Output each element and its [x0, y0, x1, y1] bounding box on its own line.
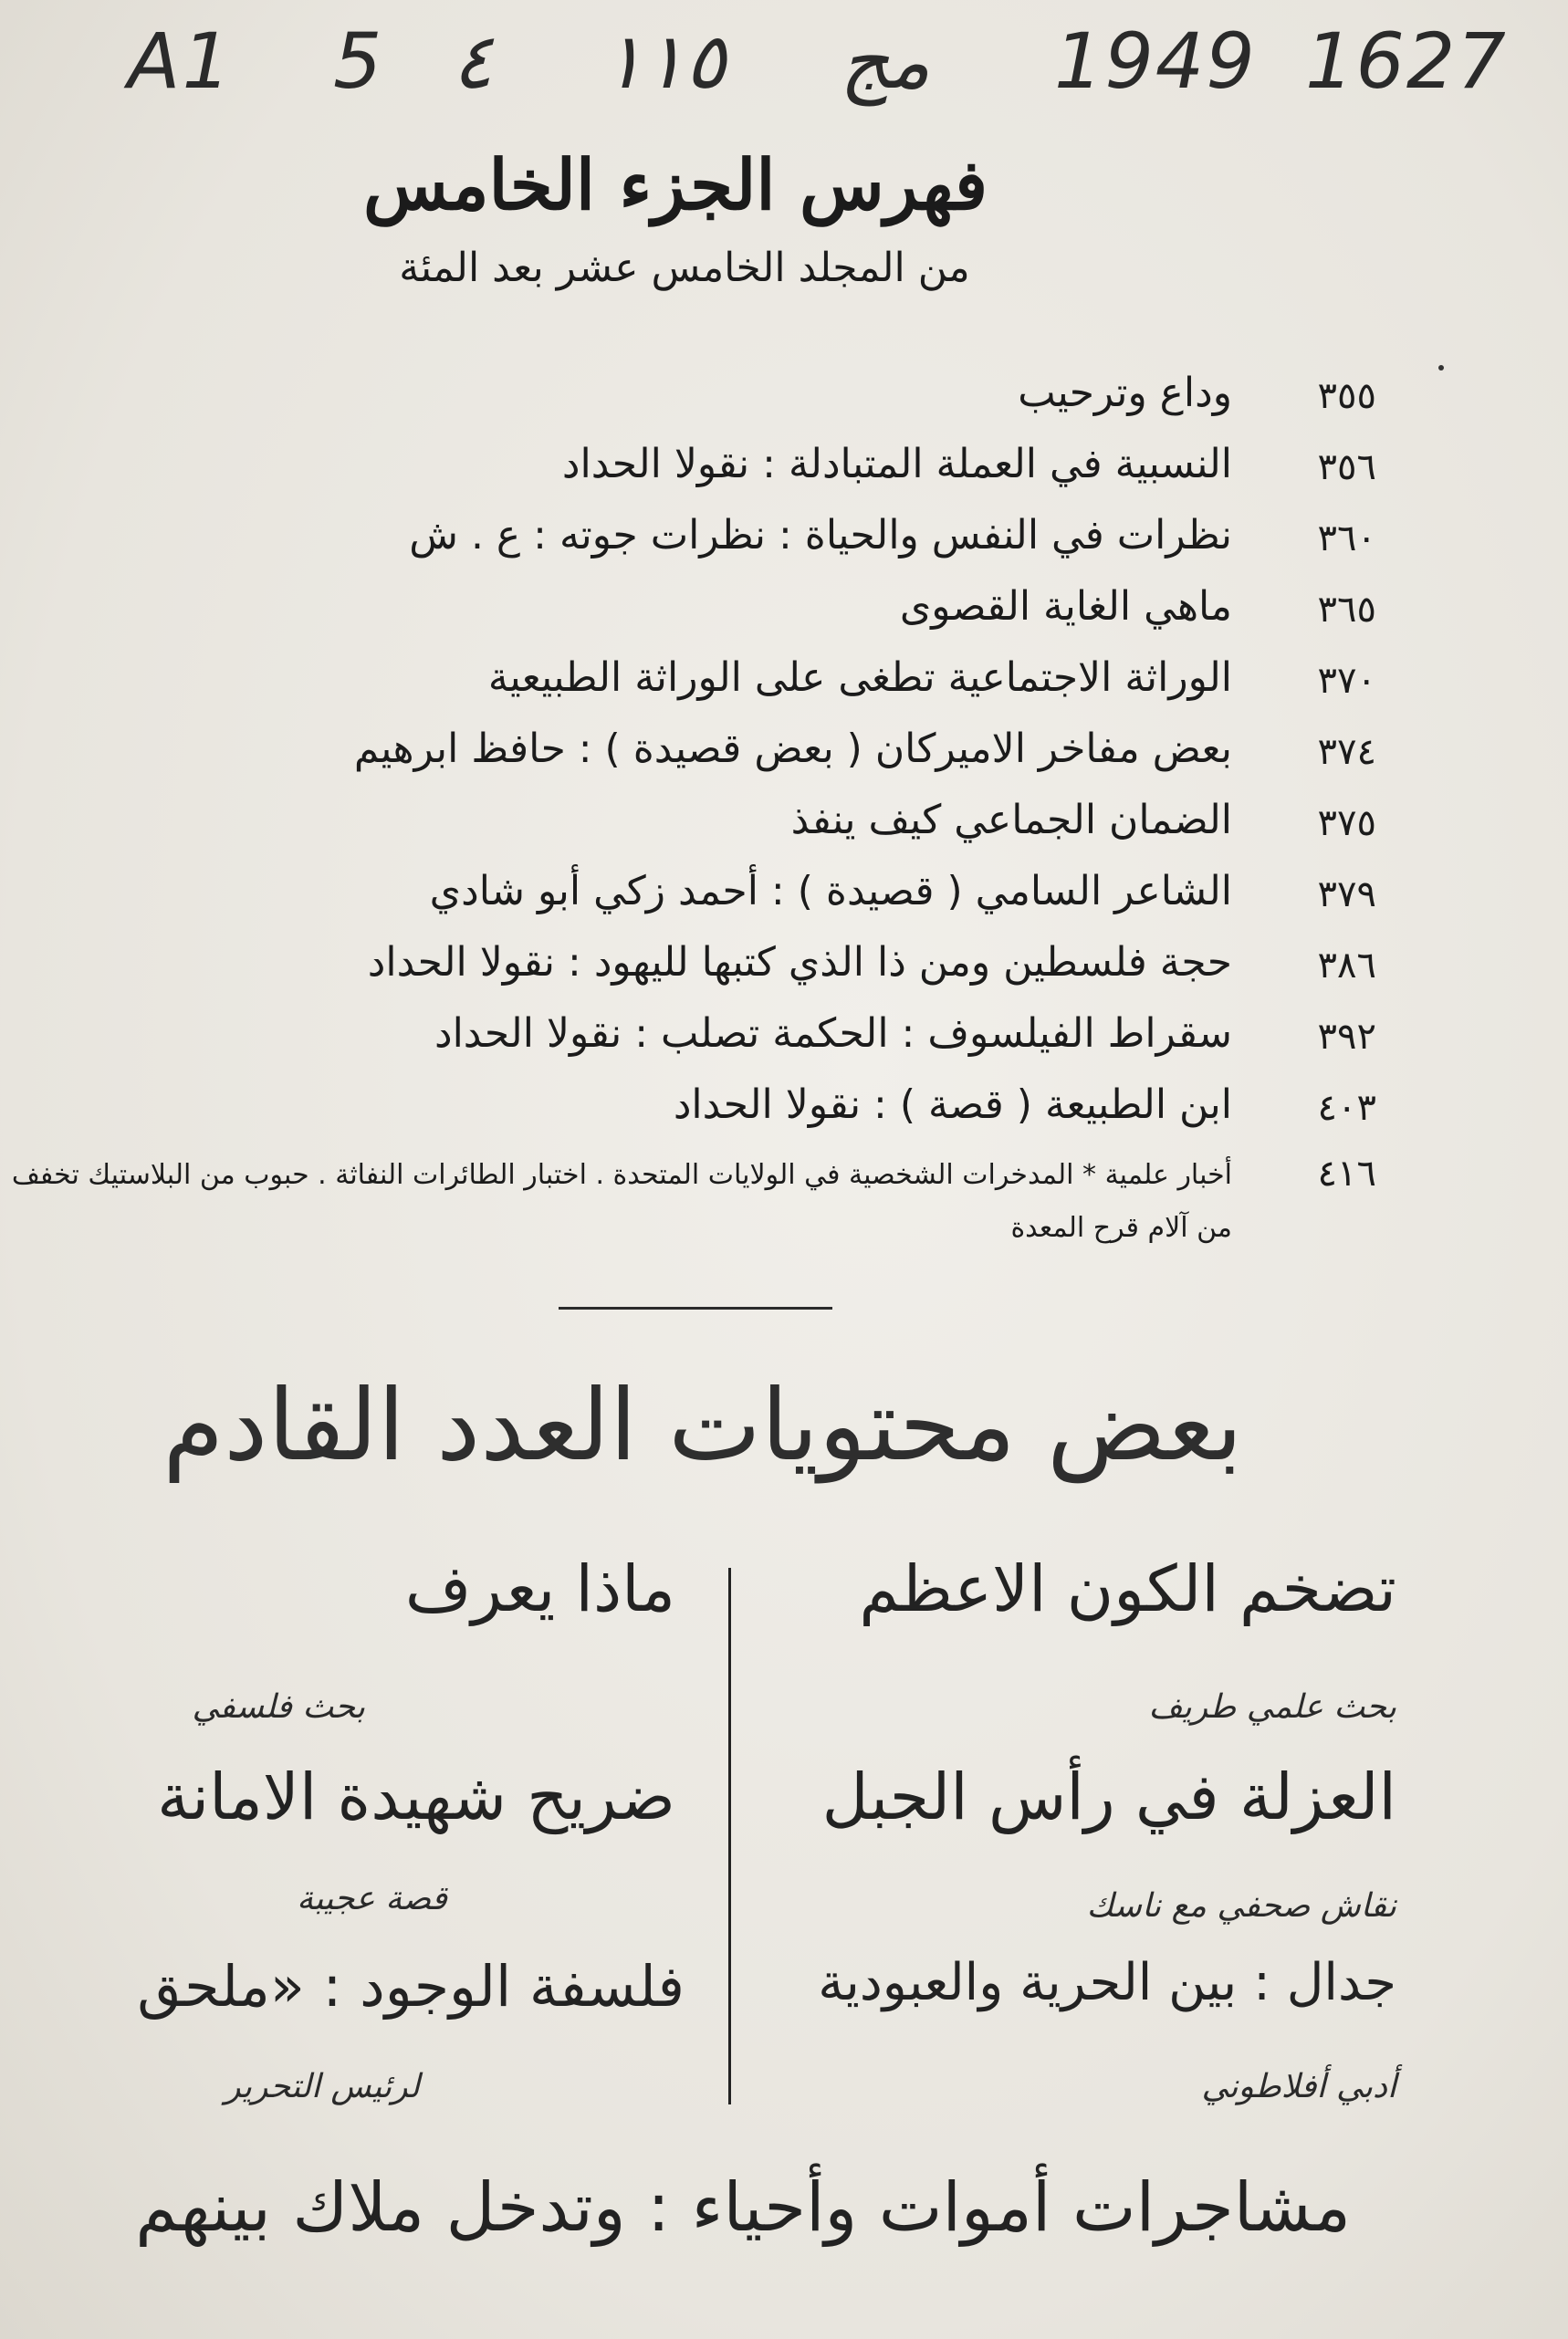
next-issue-note: بحث علمي طريف — [1148, 1688, 1396, 1726]
toc-entry-page: ٣٥٦ — [1317, 446, 1376, 488]
toc-entry — [0, 868, 1568, 939]
toc-entry-text: نظرات في النفس والحياة : نظرات جوته : ع . ش — [409, 512, 1232, 559]
toc-entry-text: الوراثة الاجتماعية تطغى على الوراثة الطبيعية — [487, 654, 1232, 701]
toc-entry-page: ٤١٦ — [1317, 1153, 1376, 1195]
toc-entry-page: ٣٧٠ — [1317, 660, 1376, 702]
next-issue-left-column — [55, 1551, 712, 2117]
next-issue-note: بحث فلسفي — [192, 1688, 365, 1726]
next-issue-title: ضريح شهيدة الامانة — [157, 1759, 675, 1834]
toc-entry-page: ٣٧٥ — [1317, 802, 1376, 844]
next-issue-note: نقاش صحفي مع ناسك — [1086, 1887, 1396, 1925]
next-issue-footer: مشاجرات أموات وأحياء : وتدخل ملاك بينهم — [135, 2168, 1351, 2247]
catalog-volume-abbrev: مج — [840, 16, 931, 106]
column-divider — [728, 1568, 731, 2104]
toc-entry — [0, 583, 1568, 654]
next-issue-title: ماذا يعرف — [404, 1551, 675, 1626]
toc-subtitle: من المجلد الخامس عشر بعد المئة — [399, 245, 970, 291]
catalog-volume-code: A1 — [128, 16, 233, 106]
toc-entry-page: ٣٥٥ — [1317, 375, 1376, 417]
toc-entry-text: أخبار علمية * المدخرات الشخصية في الولايات المتحدة . اختبار الطائرات النفاثة . حبوب من البلاستيك تخفف من آلام قرح المعدة — [11, 1159, 1232, 1244]
toc-entry-text: ابن الطبيعة ( قصة ) : نقولا الحداد — [673, 1081, 1232, 1128]
catalog-number: ٤ — [452, 16, 494, 106]
next-issue-heading: بعض محتويات العدد القادم — [162, 1369, 1243, 1483]
handwritten-catalog-mark — [128, 16, 1533, 135]
next-issue-title: فلسفة الوجود : «ملحق — [137, 1953, 685, 2020]
toc-entry — [0, 726, 1568, 797]
toc-entry — [0, 441, 1568, 512]
toc-entry-text: بعض مفاخر الاميركان ( بعض قصيدة ) : حافظ ابرهيم — [353, 726, 1232, 772]
toc-entry — [0, 797, 1568, 868]
toc-entry-text: ماهي الغاية القصوى — [899, 583, 1232, 630]
toc-entry — [0, 1010, 1568, 1081]
toc-entry-page: ٣٦٥ — [1317, 589, 1376, 631]
catalog-volume: ١١٥ — [602, 16, 727, 106]
toc-entry-text: الشاعر السامي ( قصيدة ) : أحمد زكي أبو شادي — [429, 868, 1232, 914]
toc-entry-page: ٤٠٣ — [1317, 1087, 1376, 1129]
catalog-year: 1949 — [1054, 16, 1257, 106]
toc-title: فهرس الجزء الخامس — [362, 144, 988, 225]
next-issue-title: جدال : بين الحرية والعبودية — [818, 1953, 1396, 2012]
toc-entry — [0, 512, 1568, 583]
toc-entry — [0, 1147, 1568, 1266]
next-issue-right-column — [758, 1551, 1396, 2117]
toc-entry-page: ٣٨٦ — [1317, 945, 1376, 987]
next-issue-title: العزلة في رأس الجبل — [821, 1759, 1396, 1834]
next-issue-note: أدبي أفلاطوني — [1201, 2068, 1396, 2105]
toc-entry — [0, 370, 1568, 441]
toc-entry-text: الضمان الجماعي كيف ينفذ — [790, 797, 1232, 843]
scan-speck — [1438, 365, 1444, 371]
toc-entry-text: وداع وترحيب — [1018, 370, 1232, 416]
next-issue-title: تضخم الكون الاعظم — [859, 1551, 1396, 1626]
next-issue-note: قصة عجيبة — [297, 1880, 447, 1917]
catalog-id: 1627 — [1305, 16, 1508, 106]
toc-entry — [0, 1081, 1568, 1153]
toc-entry-text: سقراط الفيلسوف : الحكمة تصلب : نقولا الحداد — [434, 1010, 1232, 1057]
next-issue-note: لرئيس التحرير — [225, 2068, 420, 2105]
toc-entry — [0, 654, 1568, 726]
toc-entry-text: حجة فلسطين ومن ذا الذي كتبها لليهود : نقولا الحداد — [367, 939, 1232, 986]
toc-entry-page: ٣٩٢ — [1317, 1016, 1376, 1058]
catalog-part: 5 — [333, 16, 384, 106]
toc-entry-page: ٣٦٠ — [1317, 517, 1376, 559]
toc-entry-text: النسبية في العملة المتبادلة : نقولا الحداد — [561, 441, 1232, 487]
toc-entry — [0, 939, 1568, 1010]
section-divider — [559, 1307, 832, 1310]
toc-entry-page: ٣٧٩ — [1317, 873, 1376, 915]
toc-entry-page: ٣٧٤ — [1317, 731, 1376, 773]
